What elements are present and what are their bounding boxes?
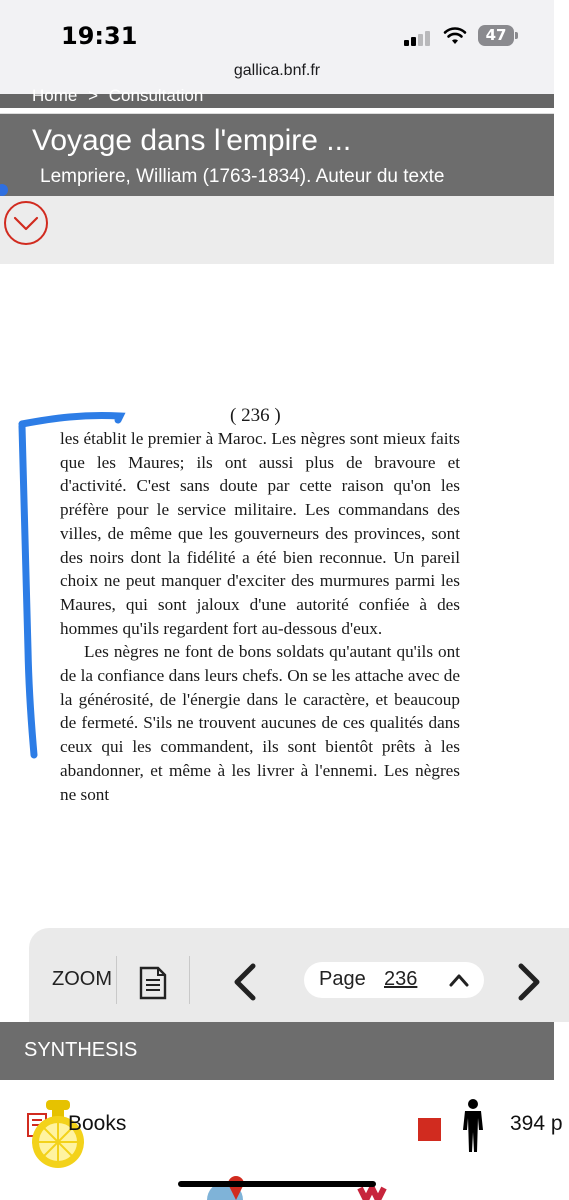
status-bar — [0, 0, 554, 94]
expand-chevron-icon[interactable] — [3, 200, 49, 246]
document-title: Voyage dans l'empire ... — [32, 124, 352, 157]
previous-page-icon[interactable] — [229, 962, 261, 1002]
zoom-button[interactable]: ZOOM — [52, 968, 112, 990]
battery-icon: 47 — [478, 25, 514, 46]
person-icon — [458, 1098, 488, 1154]
page-number-input[interactable]: 236 — [384, 968, 418, 990]
chevron-up-icon[interactable] — [448, 971, 470, 989]
address-bar[interactable]: gallica.bnf.fr — [233, 62, 321, 79]
page-selector[interactable] — [304, 962, 484, 998]
red-square-icon — [418, 1118, 441, 1141]
document-icon[interactable] — [139, 966, 167, 1000]
lemon-sticker-icon — [30, 1100, 86, 1172]
breadcrumb — [0, 86, 554, 108]
scan-text — [60, 427, 460, 806]
scan-paragraph-2: Les nègres ne font de bons soldats qu'autant qu'ils ont de la confiance dans leurs chefs. On se les attache avec de la générosité, de l'énergie dans le caractère, et beaucoup de fermeté. S'ils ne trouvent aucunes de ces qualités dans ceux qui les commandent, ils sont bientôt prêts à les abandonner, et même à les livrer à l'ennemi. Les nègres ne sont — [60, 642, 460, 804]
scan-paragraph-1: les établit le premier à Maroc. Les nègres sont mieux faits que les Maures; ils ont aussi plus de bravoure et d'activité. C'est sans doute par cette raison qu'on les préfère pour le service militaire. Les commandans des villes, de même que les gouverneurs des provinces, sont des noirs dont la fidélité a été bien reconnue. Un pareil choix ne peut manquer d'exciter des murmures parmi les Maures, qui sont jaloux d'une autorité confiée à des hommes qu'ils regardent fort au-dessous d'eux. — [60, 429, 460, 638]
breadcrumb-separator: > — [88, 86, 99, 105]
header-subbar — [0, 196, 554, 264]
breadcrumb-home-link[interactable]: Home — [32, 86, 78, 105]
home-indicator — [178, 1181, 376, 1187]
breadcrumb-current: Consultation — [108, 86, 204, 105]
synthesis-section[interactable] — [0, 1022, 554, 1080]
toolbar-divider — [116, 956, 117, 1004]
wifi-icon — [443, 26, 467, 46]
document-header — [0, 113, 554, 196]
page-count: 394 p — [510, 1112, 563, 1135]
clock: 19:31 — [61, 22, 138, 50]
page-label: Page — [319, 968, 366, 990]
cellular-signal-icon — [404, 30, 434, 46]
scan-page-number: ( 236 ) — [230, 405, 281, 426]
next-page-icon[interactable] — [513, 962, 545, 1002]
books-label[interactable]: Books — [68, 1112, 127, 1135]
viewer-toolbar — [29, 928, 569, 1022]
document-author[interactable]: Lempriere, William (1763-1834). Auteur du texte — [40, 166, 445, 187]
toolbar-divider — [189, 956, 190, 1004]
synthesis-title: SYNTHESIS — [24, 1039, 138, 1061]
